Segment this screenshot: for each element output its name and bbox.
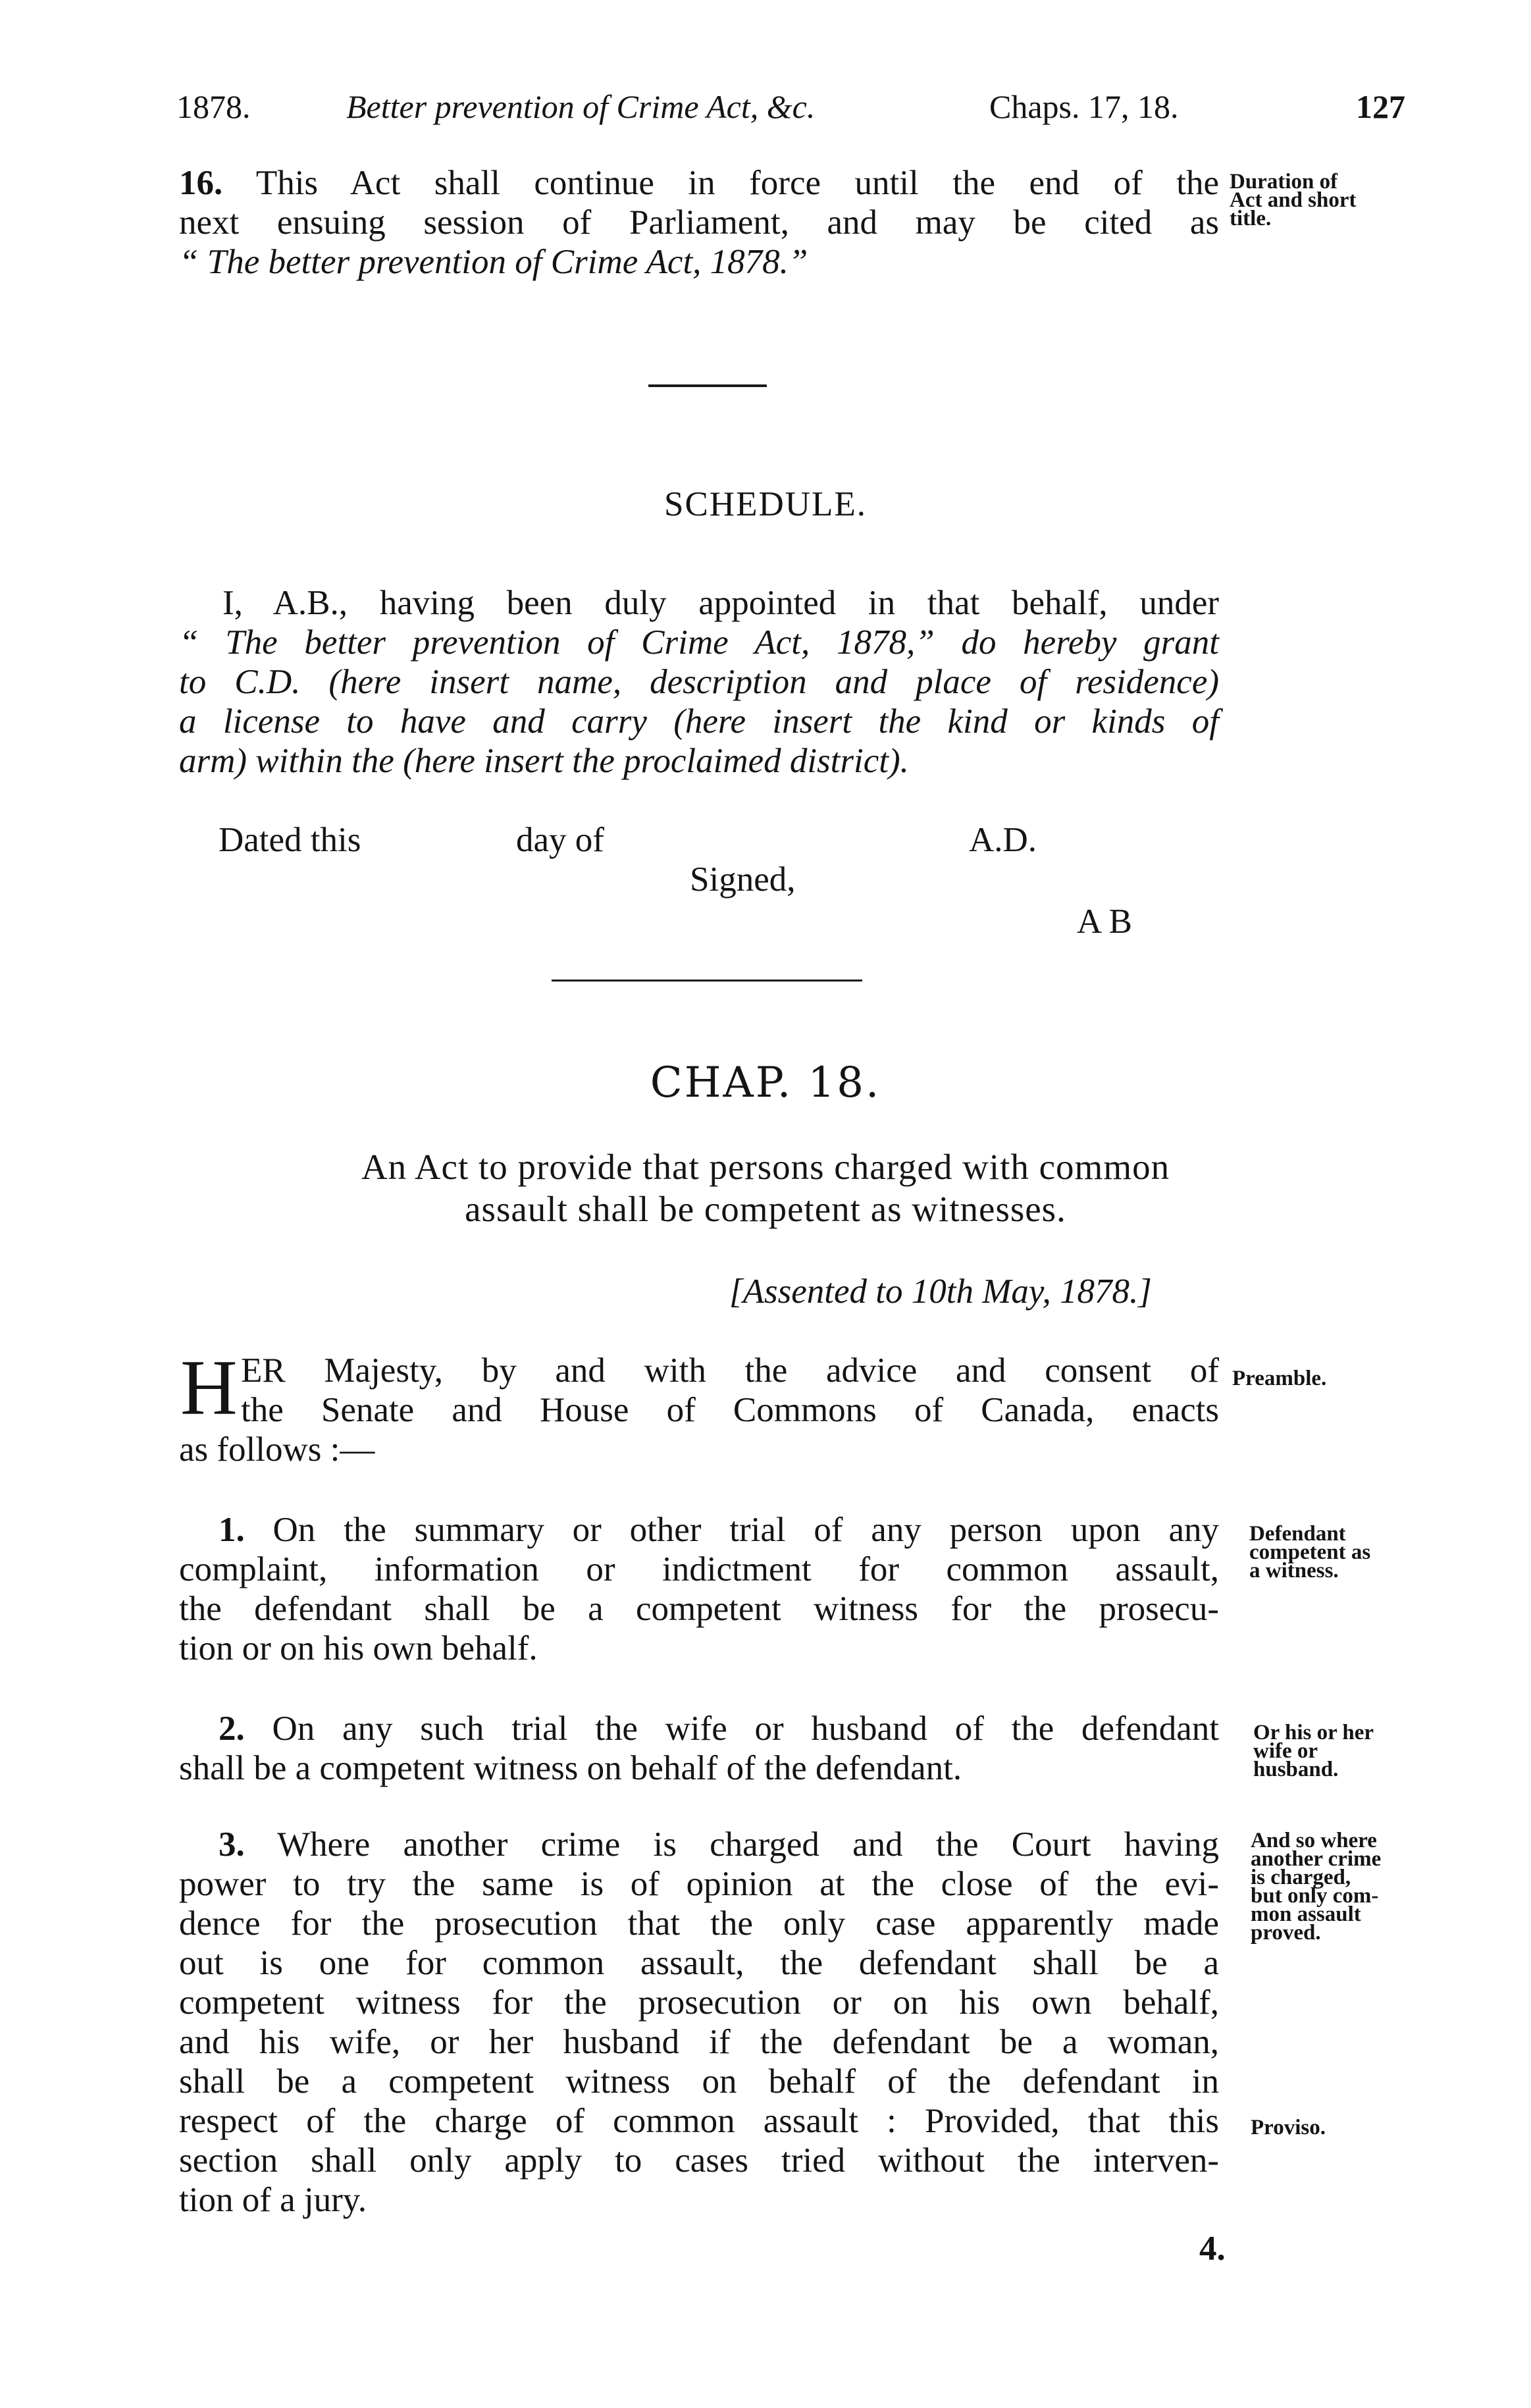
section-3-line-2: power to try the same is of opinion at the close of the evi- <box>179 1865 1219 1903</box>
section-16-number: 16. <box>179 164 223 202</box>
header-year: 1878. <box>176 88 251 125</box>
section-3-line-8: respect of the charge of common assault : Provided, that this <box>179 2102 1219 2140</box>
section-1-line-4: tion or on his own behalf. <box>179 1629 538 1667</box>
margin-note-another-crime: And so where another crime is charged, but only com- mon assault proved. <box>1251 1829 1382 1945</box>
section-1-number: 1. <box>219 1511 245 1549</box>
margin-note-defendant: Defendant competent as a witness. <box>1249 1522 1371 1583</box>
schedule-line-4: a license to have and carry (here insert the kind or kinds of <box>179 702 1219 741</box>
anno-domini: A.D. <box>969 821 1037 859</box>
day-of: day of <box>516 821 604 859</box>
page-number: 127 <box>1356 88 1405 125</box>
header-chapters: Chaps. 17, 18. <box>989 88 1179 125</box>
margin-note-wife-husband: Or his or her wife or husband. <box>1253 1721 1374 1781</box>
section-3-line-6: and his wife, or her husband if the defendant be a woman, <box>179 2023 1219 2061</box>
long-divider <box>552 980 862 982</box>
margin-note-duration: Duration of Act and short title. <box>1230 170 1357 230</box>
margin-note-preamble: Preamble. <box>1232 1367 1327 1390</box>
section-3-line-10: tion of a jury. <box>179 2181 367 2219</box>
catchword: 4. <box>1199 2230 1226 2268</box>
section-16-line-1: 16. This Act shall continue in force until the end of the <box>179 164 1219 202</box>
signed: Signed, <box>690 860 796 899</box>
assent-date: [Assented to 10th May, 1878.] <box>729 1272 1152 1311</box>
schedule-line-1: I, A.B., having been duly appointed in that behalf, under <box>222 584 1219 622</box>
preamble-line-2: the Senate and House of Commons of Canada, enacts <box>241 1391 1219 1429</box>
section-1-line-1: 1. On the summary or other trial of any person upon any <box>219 1511 1219 1549</box>
preamble-line-1: ER Majesty, by and with the advice and consent of <box>241 1351 1219 1390</box>
schedule-heading: SCHEDULE. <box>663 485 868 523</box>
section-3-line-7: shall be a competent witness on behalf of the defendant in <box>179 2062 1219 2101</box>
header-running-title: Better prevention of Crime Act, &c. <box>346 88 816 125</box>
preamble-line-3: as follows :— <box>179 1430 375 1469</box>
chapter-title-line-2: assault shall be competent as witnesses. <box>465 1189 1066 1229</box>
section-1-line-2: complaint, information or indictment for common assault, <box>179 1550 1219 1588</box>
margin-note-proviso: Proviso. <box>1251 2116 1326 2139</box>
section-2-line-1: 2. On any such trial the wife or husband of the defendant <box>219 1710 1219 1748</box>
schedule-line-3: to C.D. (here insert name, description and place of residence) <box>179 663 1219 701</box>
section-1-line-3: the defendant shall be a competent witness for the prosecu- <box>179 1590 1219 1628</box>
section-16-line-2: next ensuing session of Parliament, and may be cited as <box>179 203 1219 242</box>
section-2-line-2: shall be a competent witness on behalf of the defendant. <box>179 1749 962 1787</box>
section-3-line-4: out is one for common assault, the defendant shall be a <box>179 1944 1219 1982</box>
schedule-line-5: arm) within the (here insert the proclaimed district). <box>179 742 909 780</box>
schedule-line-2: “ The better prevention of Crime Act, 1878,” do hereby grant <box>179 623 1219 662</box>
section-16-line-3: “ The better prevention of Crime Act, 1878.” <box>179 243 808 281</box>
section-3-line-9: section shall only apply to cases tried without the interven- <box>179 2141 1219 2180</box>
short-divider <box>648 384 767 387</box>
section-2-number: 2. <box>219 1710 245 1748</box>
chapter-heading: CHAP. 18. <box>650 1059 881 1107</box>
dated-this: Dated this <box>219 821 361 859</box>
dropcap: H <box>180 1344 238 1431</box>
section-3-line-1: 3. Where another crime is charged and the Court having <box>219 1825 1220 1864</box>
signature-ab: A B <box>1077 903 1132 941</box>
section-3-line-3: dence for the prosecution that the only case apparently made <box>179 1904 1219 1943</box>
section-3-number: 3. <box>219 1825 245 1864</box>
chapter-title-line-1: An Act to provide that persons charged with common <box>361 1147 1170 1187</box>
section-3-line-5: competent witness for the prosecution or on his own behalf, <box>179 1983 1219 2022</box>
